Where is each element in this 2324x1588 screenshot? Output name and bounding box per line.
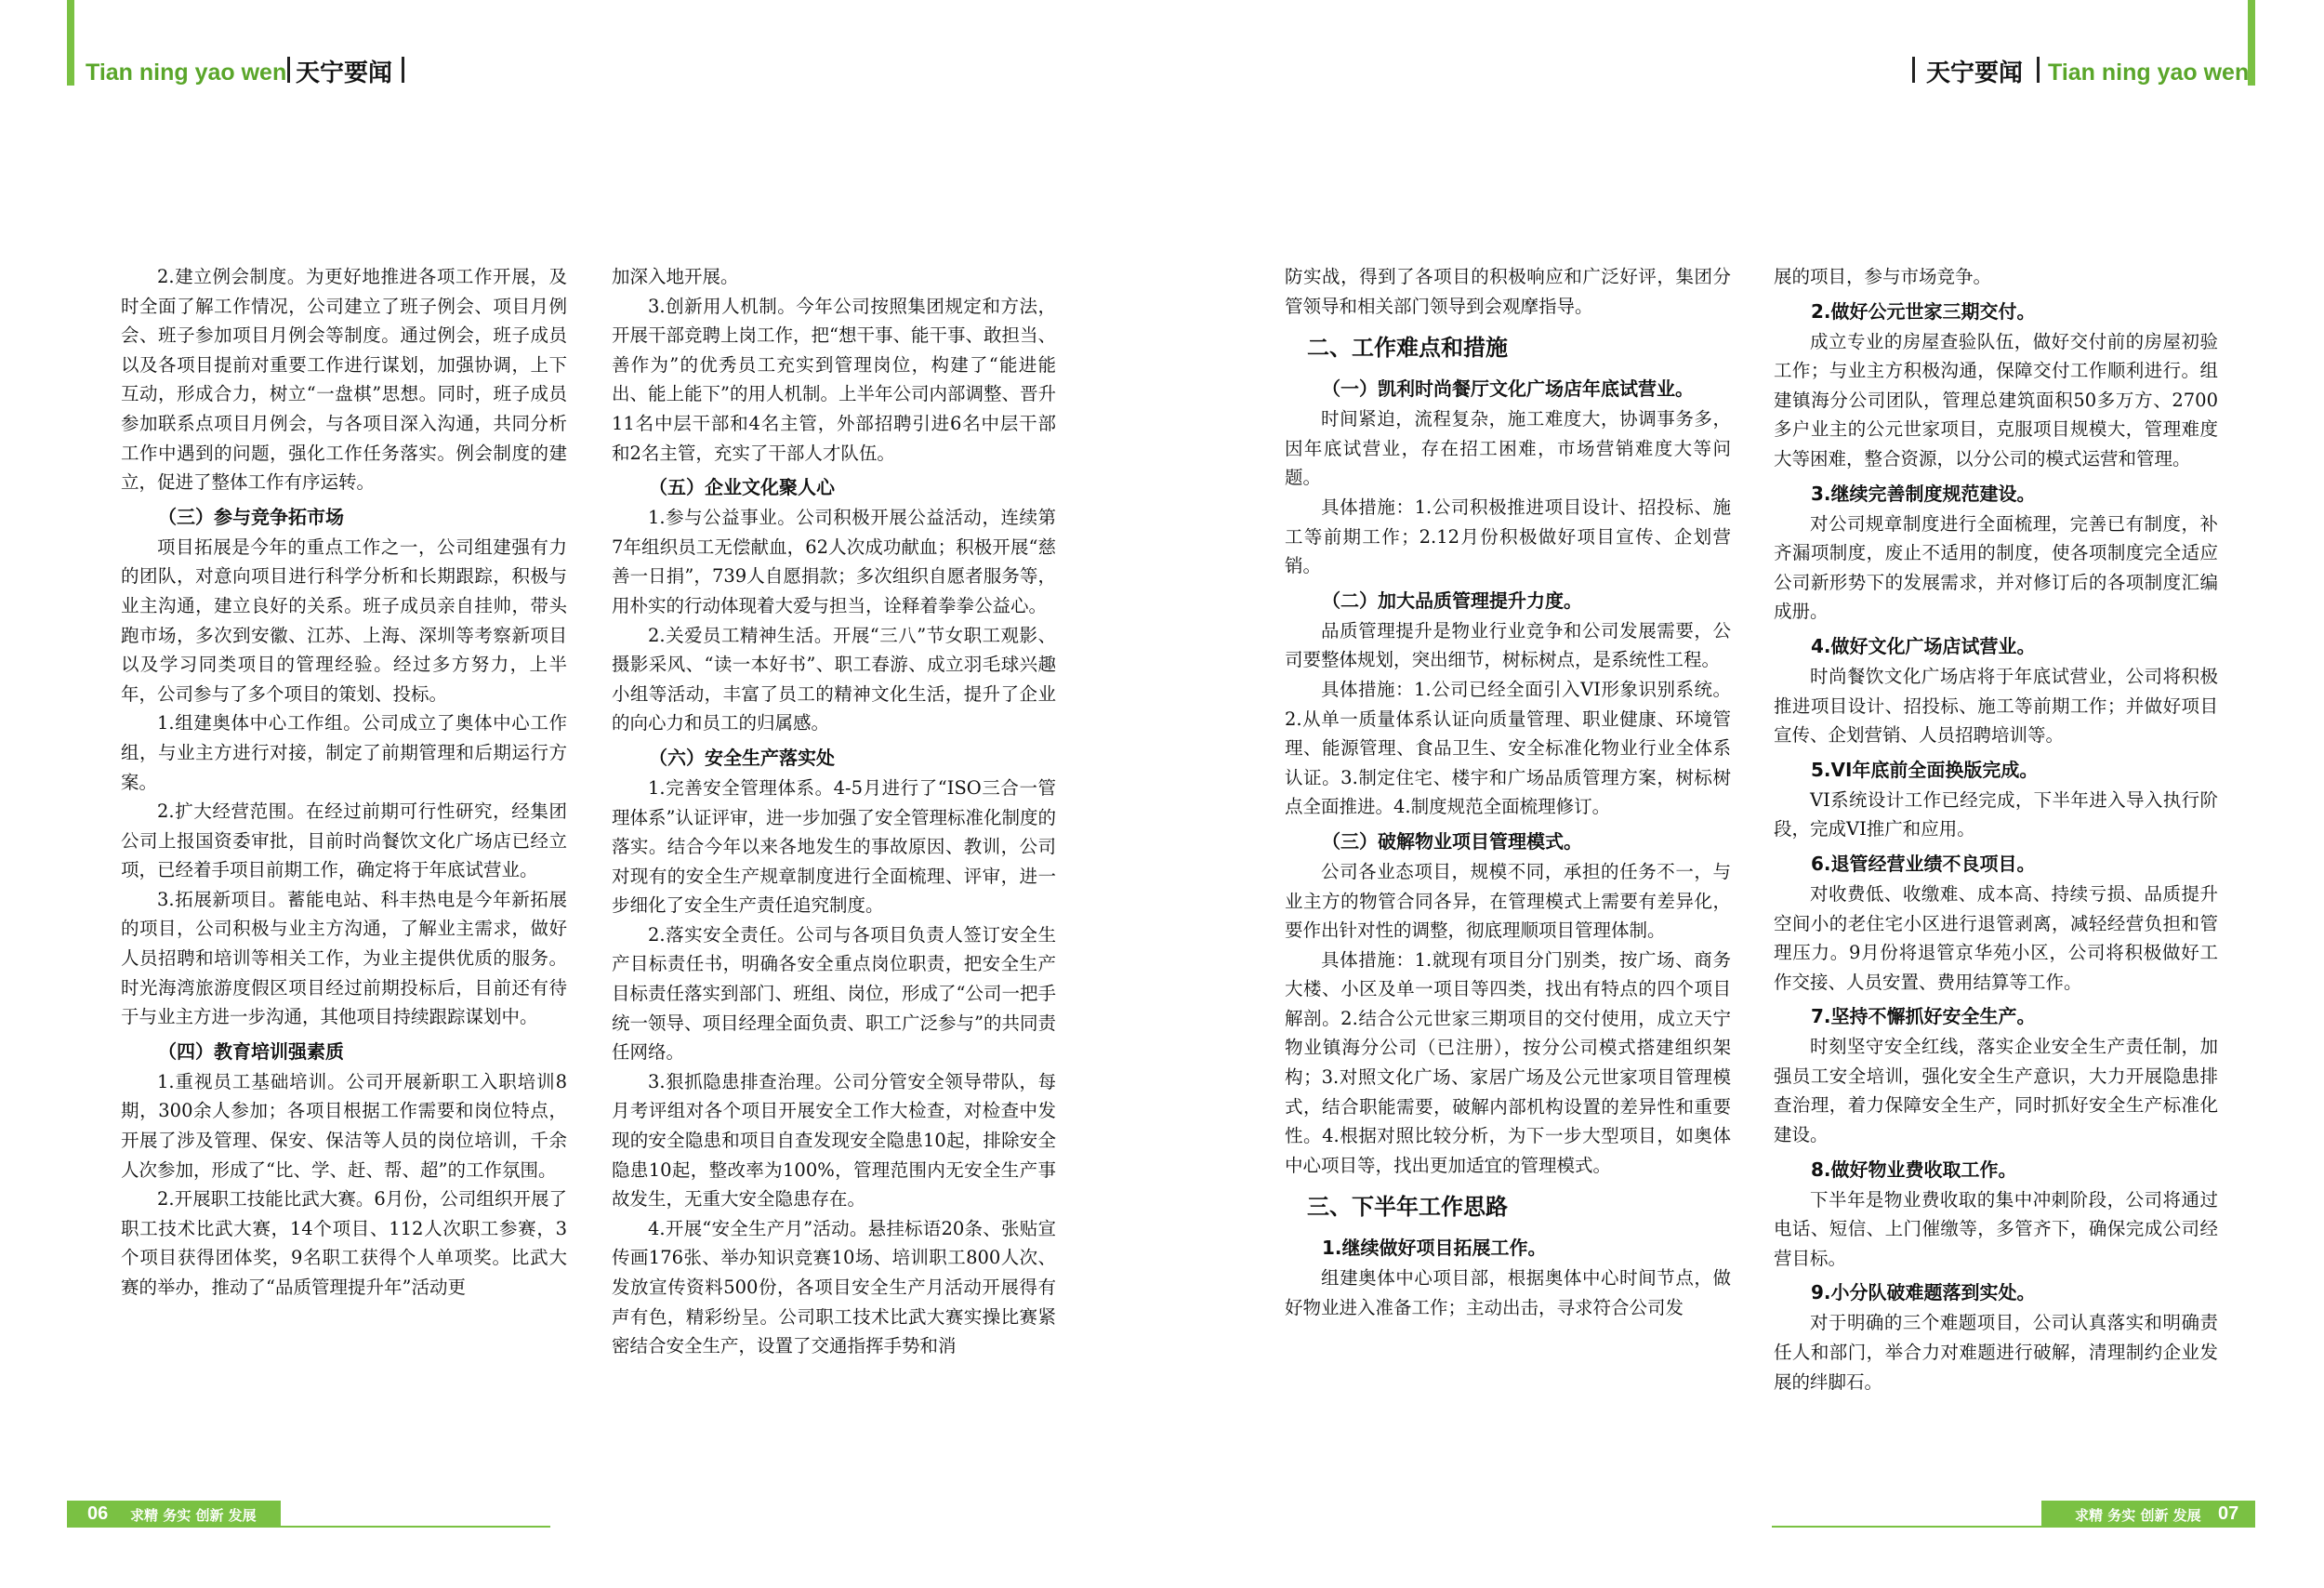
right-header-en: Tian ning yao wen	[2048, 60, 2250, 86]
left-footer-line	[67, 1526, 550, 1528]
paragraph: 防实战，得到了各项目的积极响应和广泛好评，集团分管领导和相关部门领导到会观摩指导。	[1285, 266, 1731, 317]
paragraph: 成立专业的房屋查验队伍，做好交付前的房屋初验工作；与业主方积极沟通，保障交付工作顺利进行。组建镇海分公司团队，管理总建筑面积50多万方、2700多户业主的公元世家项目，克服项目规模大，管理难度大等困难，整合资源，以分公司的模式运营和管理。	[1774, 330, 2218, 470]
section-heading: （六）安全生产落实处	[649, 746, 835, 769]
left-header-sep-end	[402, 57, 404, 83]
left-header-en: Tian ning yao wen	[86, 60, 287, 86]
right-header-sep-start	[1912, 57, 1915, 83]
section-heading: （三）破解物业项目管理模式。	[1322, 829, 1582, 853]
section-heading: 8.做好物业费收取工作。	[1811, 1158, 2017, 1181]
paragraph: 时尚餐饮文化广场店将于年底试营业，公司将积极推进项目设计、招投标、施工等前期工作；并做好项目宣传、企划营销、人员招聘培训等。	[1774, 665, 2218, 747]
section-heading: 6.退管经营业绩不良项目。	[1811, 852, 2036, 875]
paragraph: 展的项目，参与市场竞争。	[1774, 266, 1992, 287]
paragraph: 公司各业态项目，规模不同，承担的任务不一，与业主方的物管合同各异，在管理模式上需要有差异化，要作出针对性的调整，彻底理顺项目管理体制。	[1285, 860, 1731, 942]
column-4	[1774, 262, 2218, 1396]
left-footer-slogan: 求精 务实 创新 发展	[130, 1507, 257, 1524]
paragraph: 项目拓展是今年的重点工作之一，公司组建强有力的团队，对意向项目进行科学分析和长期跟踪，积极与业主沟通，建立良好的关系。班子成员亲自挂帅，带头跑市场，多次到安徽、江苏、上海、深圳等考察新项目以及学习同类项目的管理经验。经过多方努力，上半年，公司参与了多个项目的策划、投标。	[121, 536, 567, 705]
section-heading: 7.坚持不懈抓好安全生产。	[1811, 1005, 2036, 1028]
paragraph: 1.完善安全管理体系。4-5月进行了“ISO三合一管理体系”认证评审，进一步加强了安全管理标准化制度的落实。结合今年以来各地发生的事故原因、教训，公司对现有的安全生产规章制度进行全面梳理、评审，进一步细化了安全生产责任追究制度。	[612, 776, 1056, 917]
section-heading: 三、下半年工作思路	[1307, 1194, 1508, 1221]
paragraph: 时刻坚守安全红线，落实企业安全生产责任制，加强员工安全培训，强化安全生产意识，大力开展隐患排查治理，着力保障安全生产，同时抓好安全生产标准化建设。	[1774, 1036, 2218, 1146]
paragraph: 2.关爱员工精神生活。开展“三八”节女职工观影、摄影采风、“读一本好书”、职工春游、成立羽毛球兴趣小组等活动，丰富了员工的精神文化生活，提升了企业的向心力和员工的归属感。	[612, 624, 1056, 734]
left-header-sep	[287, 57, 290, 83]
paragraph: 对于明确的三个难题项目，公司认真落实和明确责任人和部门，举合力对难题进行破解，清理制约企业发展的绊脚石。	[1774, 1312, 2218, 1393]
section-heading: 9.小分队破难题落到实处。	[1811, 1281, 2036, 1304]
section-heading: 二、工作难点和措施	[1307, 335, 1508, 362]
paragraph: 1.重视员工基础培训。公司开展新职工入职培训8期，300余人参加；各项目根据工作需要和岗位特点，开展了涉及管理、保安、保洁等人员的岗位培训，千余人次参加，形成了“比、学、赶、帮、超”的工作氛围。	[121, 1070, 567, 1181]
paragraph: VI系统设计工作已经完成，下半年进入导入执行阶段，完成VI推广和应用。	[1774, 788, 2218, 840]
section-heading: （四）教育培训强素质	[158, 1039, 344, 1063]
paragraph: 时间紧迫，流程复杂，施工难度大，协调事务多，因年底试营业，存在招工困难，市场营销难度大等问题。	[1285, 408, 1731, 489]
right-footer-slogan: 求精 务实 创新 发展	[2075, 1507, 2201, 1524]
section-heading: （二）加大品质管理提升力度。	[1322, 589, 1582, 612]
section-heading: （一）凯利时尚餐厅文化广场店年底试营业。	[1322, 377, 1694, 401]
right-header-cn: 天宁要闻	[1926, 60, 2024, 87]
paragraph: 加深入地开展。	[612, 266, 739, 287]
paragraph: 下半年是物业费收取的集中冲刺阶段，公司将通过电话、短信、上门催缴等，多管齐下，确保完成公司经营目标。	[1774, 1188, 2218, 1269]
paragraph: 2.落实安全责任。公司与各项目负责人签订安全生产目标责任书，明确各安全重点岗位职责，把安全生产目标责任落实到部门、班组、岗位，形成了“公司一把手统一领导、项目经理全面负责、职工广泛参与”的共同责任网络。	[612, 923, 1056, 1064]
right-header-sep	[2037, 57, 2040, 83]
paragraph: 具体措施：1.公司积极推进项目设计、招投标、施工等前期工作；2.12月份积极做好项目宣传、企划营销。	[1285, 496, 1731, 577]
paragraph: 对公司规章制度进行全面梳理，完善已有制度，补齐漏项制度，废止不适用的制度，使各项制度完全适应公司新形势下的发展需求，并对修订后的各项制度汇编成册。	[1774, 512, 2218, 623]
right-page-number: 07	[2218, 1503, 2239, 1524]
paragraph: 2.开展职工技能比武大赛。6月份，公司组织开展了职工技术比武大赛，14个项目、112人次职工参赛，3个项目获得团体奖，9名职工获得个人单项奖。比武大赛的举办，推动了“品质管理提升年”活动更	[121, 1188, 567, 1298]
paragraph: 组建奥体中心项目部，根据奥体中心时间节点，做好物业进入准备工作；主动出击，寻求符合公司发	[1285, 1267, 1731, 1319]
section-heading: 3.继续完善制度规范建设。	[1811, 482, 2036, 505]
paragraph: 具体措施：1.公司已经全面引入VI形象识别系统。2.从单一质量体系认证向质量管理、职业健康、环境管理、能源管理、食品卫生、安全标准化物业行业全体系认证。3.制定住宅、楼宇和广场品质管理方案，树标树点全面推进。4.制度规范全面梳理修订。	[1285, 678, 1731, 818]
left-header-cn: 天宁要闻	[296, 60, 393, 87]
left-page-number: 06	[87, 1503, 109, 1524]
column-2	[612, 262, 1056, 1361]
paragraph: 4.开展“安全生产月”活动。悬挂标语20条、张贴宣传画176张、举办知识竞赛10场、培训职工800人次、发放宣传资料500份，各项目安全生产月活动开展得有声有色，精彩纷呈。公司职工技术比武大赛实操比赛紧密结合安全生产，设置了交通指挥手势和消	[612, 1217, 1056, 1357]
section-heading: 5.VI年底前全面换版完成。	[1811, 758, 2039, 781]
paragraph: 品质管理提升是物业行业竞争和公司发展需要，公司要整体规划，突出细节，树标树点，是系统性工程。	[1285, 619, 1731, 671]
right-footer-line	[1772, 1526, 2255, 1528]
column-1	[121, 262, 567, 1303]
section-heading: 4.做好文化广场店试营业。	[1811, 634, 2036, 657]
paragraph: 3.狠抓隐患排查治理。公司分管安全领导带队，每月考评组对各个项目开展安全工作大检查，对检查中发现的安全隐患和项目自查发现安全隐患10起，排除安全隐患10起，整改率为100%，管理范围内无安全生产事故发生，无重大安全隐患存在。	[612, 1070, 1056, 1211]
paragraph: 2.扩大经营范围。在经过前期可行性研究，经集团公司上报国资委审批，目前时尚餐饮文化广场店已经立项，已经着手项目前期工作，确定将于年底试营业。	[121, 801, 567, 881]
paragraph: 3.拓展新项目。蓄能电站、科丰热电是今年新拓展的项目，公司积极与业主方沟通，了解业主需求，做好人员招聘和培训等相关工作，为业主提供优质的服务。时光海湾旅游度假区项目经过前期投标后，目前还有待于与业主方进一步沟通，其他项目持续跟踪谋划中。	[121, 888, 567, 1028]
paragraph: 1.组建奥体中心工作组。公司成立了奥体中心工作组，与业主方进行对接，制定了前期管理和后期运行方案。	[121, 712, 567, 793]
paragraph: 具体措施：1.就现有项目分门别类，按广场、商务大楼、小区及单一项目等四类，找出有特点的四个项目解剖。2.结合公元世家三期项目的交付使用，成立天宁物业镇海分公司（已注册），按分公司模式搭建组织架构；3.对照文化广场、家居广场及公元世家项目管理模式，结合职能需要，破解内部机构设置的差异性和重要性。4.根据对照比较分析，为下一步大型项目，如奥体中心项目等，找出更加适宜的管理模式。	[1285, 948, 1731, 1176]
section-heading: （五）企业文化聚人心	[649, 476, 835, 499]
paragraph: 3.创新用人机制。今年公司按照集团规定和方法，开展干部竞聘上岗工作，把“想干事、能干事、敢担当、善作为”的优秀员工充实到管理岗位，构建了“能进能出、能上能下”的用人机制。上半年公司内部调整、晋升11名中层干部和4名主管，外部招聘引进6名中层干部和2名主管，充实了干部人才队伍。	[612, 295, 1056, 464]
left-header-bar	[67, 0, 74, 86]
column-3	[1285, 262, 1731, 1323]
section-heading: （三）参与竞争拓市场	[158, 505, 344, 528]
paragraph: 对收费低、收缴难、成本高、持续亏损、品质提升空间小的老住宅小区进行退管剥离，减轻经营负担和管理压力。9月份将退管京华苑小区，公司将积极做好工作交接、人员安置、费用结算等工作。	[1774, 882, 2218, 993]
paragraph: 2.建立例会制度。为更好地推进各项工作开展，及时全面了解工作情况，公司建立了班子例会、项目月例会、班子参加项目月例会等制度。通过例会，班子成员以及各项目提前对重要工作进行谋划，加强协调，上下互动，形成合力，树立“一盘棋”思想。同时，班子成员参加联系点项目月例会，与各项目深入沟通，共同分析工作中遇到的问题，强化工作任务落实。例会制度的建立，促进了整体工作有序运转。	[121, 266, 567, 494]
section-heading: 2.做好公元世家三期交付。	[1811, 299, 2036, 323]
section-heading: 1.继续做好项目拓展工作。	[1322, 1237, 1547, 1260]
paragraph: 1.参与公益事业。公司积极开展公益活动，连续第7年组织员工无偿献血，62人次成功献血；积极开展“慈善一日捐”，739人自愿捐款；多次组织自愿者服务等，用朴实的行动体现着大爱与担当，诠释着拳拳公益心。	[612, 507, 1056, 616]
